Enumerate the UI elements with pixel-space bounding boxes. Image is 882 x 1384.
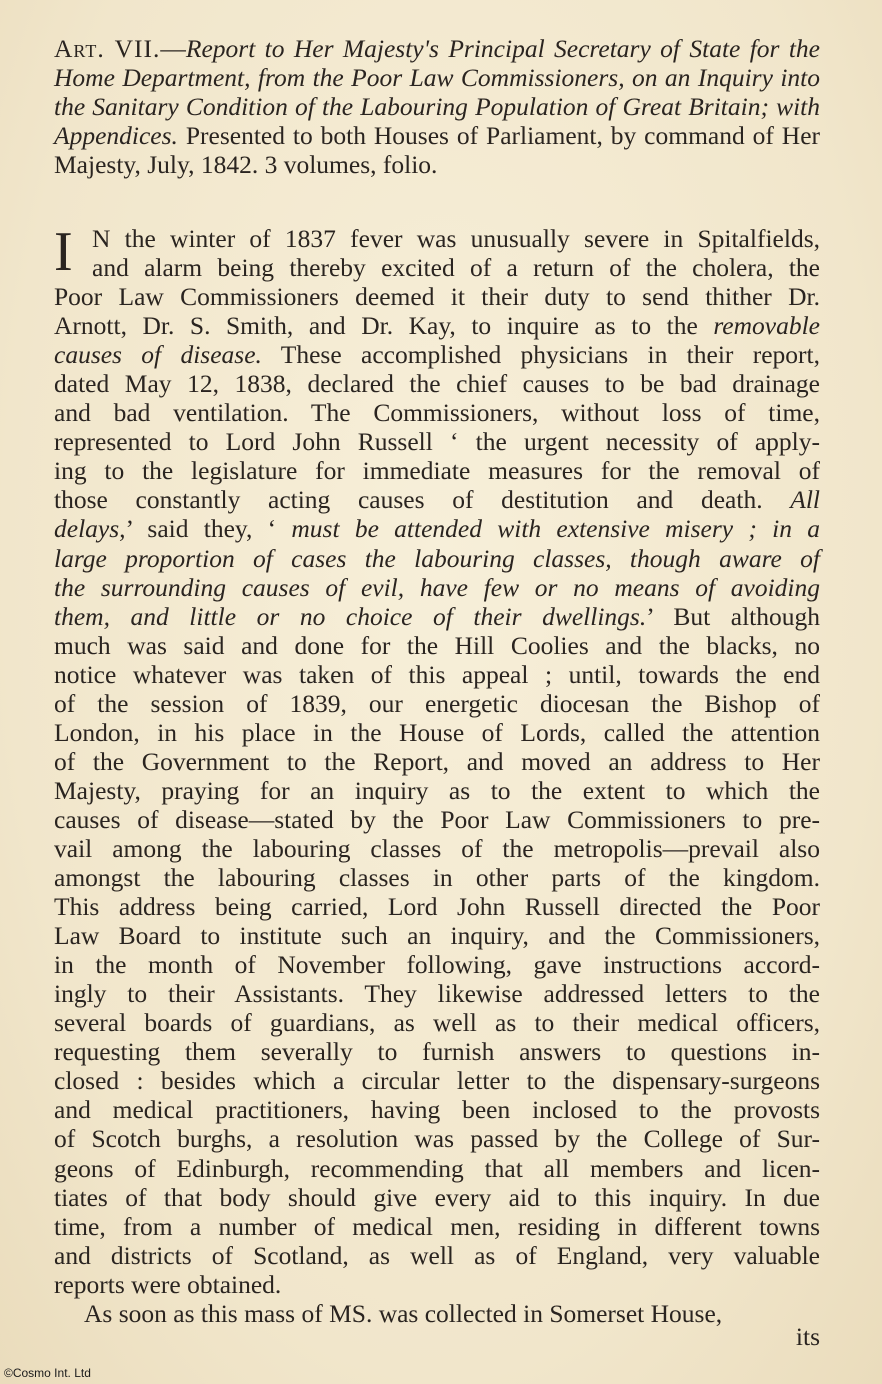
text-line: N the winter of 1837 fever was unusually severe in Spitalfields, <box>92 224 820 253</box>
text-line: tiates of that body should give every aid to this inquiry. In due <box>54 1182 820 1212</box>
text-line: ingly to their Assistants. They likewise addressed letters to the <box>54 979 820 1009</box>
text-line: represented to Lord John Russell ‘ the urgent necessity of apply- <box>54 427 820 457</box>
text-line: amongst the labouring classes in other parts of the kingdom. <box>54 863 820 893</box>
text-line: delays,’ said they, ‘ must be attended with extensive misery ; in a <box>54 514 820 544</box>
text-line: Majesty, praying for an inquiry as to the extent to which the <box>54 775 820 805</box>
text-line: of the Government to the Report, and moved an address to Her <box>54 746 820 776</box>
text-line: large proportion of cases the labouring classes, though aware of <box>54 543 820 573</box>
text-line: Poor Law Commissioners deemed it their duty to send thither Dr. <box>54 282 820 312</box>
text-line: and districts of Scotland, as well as of England, very valuable <box>54 1240 820 1270</box>
text-line: Arnott, Dr. S. Smith, and Dr. Kay, to inquire as to the removable <box>54 311 820 341</box>
catchword: its <box>795 1322 820 1351</box>
text-line: of the session of 1839, our energetic diocesan the Bishop of <box>54 688 820 718</box>
article-number: Art. VII. <box>54 34 161 63</box>
text-line: those constantly acting causes of destitution and death. All <box>54 485 820 515</box>
text-line: London, in his place in the House of Lords, called the attention <box>54 717 820 747</box>
text-line: notice whatever was taken of this appeal ; until, towards the end <box>54 659 820 689</box>
text-line: causes of disease—stated by the Poor Law Commissioners to pre- <box>54 804 820 834</box>
text-line: much was said and done for the Hill Coolies and the blacks, no <box>54 630 820 660</box>
text-line: geons of Edinburgh, recommending that all members and licen- <box>54 1153 820 1183</box>
copyright-watermark: ©Cosmo Int. Ltd <box>4 1366 91 1380</box>
publication-note: Presented to both Houses of Parliament, by command of Her Majesty, July, 1842. 3 volumes, folio. <box>54 121 821 179</box>
text-line: and medical practitioners, having been inclosed to the provosts <box>54 1095 820 1125</box>
text-line: reports were obtained. <box>54 1269 282 1299</box>
text-line: requesting them severally to furnish answers to questions in- <box>54 1037 820 1067</box>
text-line: closed : besides which a circular letter to the dispensary-surgeons <box>54 1066 820 1096</box>
text-line: This address being carried, Lord John Russell directed the Poor <box>54 892 820 922</box>
second-paragraph-opening: As soon as this mass of MS. was collected in Somerset House, <box>84 1298 723 1328</box>
paragraph-lines <box>54 221 820 1299</box>
text-line: dated May 12, 1838, declared the chief causes to be bad drainage <box>54 369 820 399</box>
text-line: vail among the labouring classes of the metropolis—prevail also <box>54 833 820 863</box>
first-paragraph <box>54 221 820 1299</box>
heading-dash: — <box>160 34 186 63</box>
text-line: ing to the legislature for immediate measures for the removal of <box>54 456 820 486</box>
text-line: and alarm being thereby excited of a return of the cholera, the <box>92 253 820 283</box>
text-line: Law Board to institute such an inquiry, and the Commissioners, <box>54 921 820 951</box>
article-heading <box>54 34 820 179</box>
text-line: of Scotch burghs, a resolution was passed by the College of Sur- <box>54 1124 820 1154</box>
text-line: in the month of November following, gave instructions accord- <box>54 950 820 980</box>
text-line: and bad ventilation. The Commissioners, without loss of time, <box>54 398 820 428</box>
text-line: the surrounding causes of evil, have few or no means of avoiding <box>54 572 820 602</box>
text-line: them, and little or no choice of their dwellings.’ But although <box>54 601 820 631</box>
text-line: causes of disease. These accomplished physicians in their report, <box>54 340 820 370</box>
drop-cap: I <box>54 221 73 283</box>
text-line: time, from a number of medical men, residing in different towns <box>54 1211 820 1241</box>
article-body <box>54 221 820 1328</box>
report-title: Report to Her Majesty's Principal Secretary of State for the Home Department, from the Poor Law Commissioners, on an Inquiry into the Sanitary Condition of the Labouring Population of Great Britain; with Appendices. <box>54 34 820 150</box>
text-line: several boards of guardians, as well as to their medical officers, <box>54 1008 820 1038</box>
